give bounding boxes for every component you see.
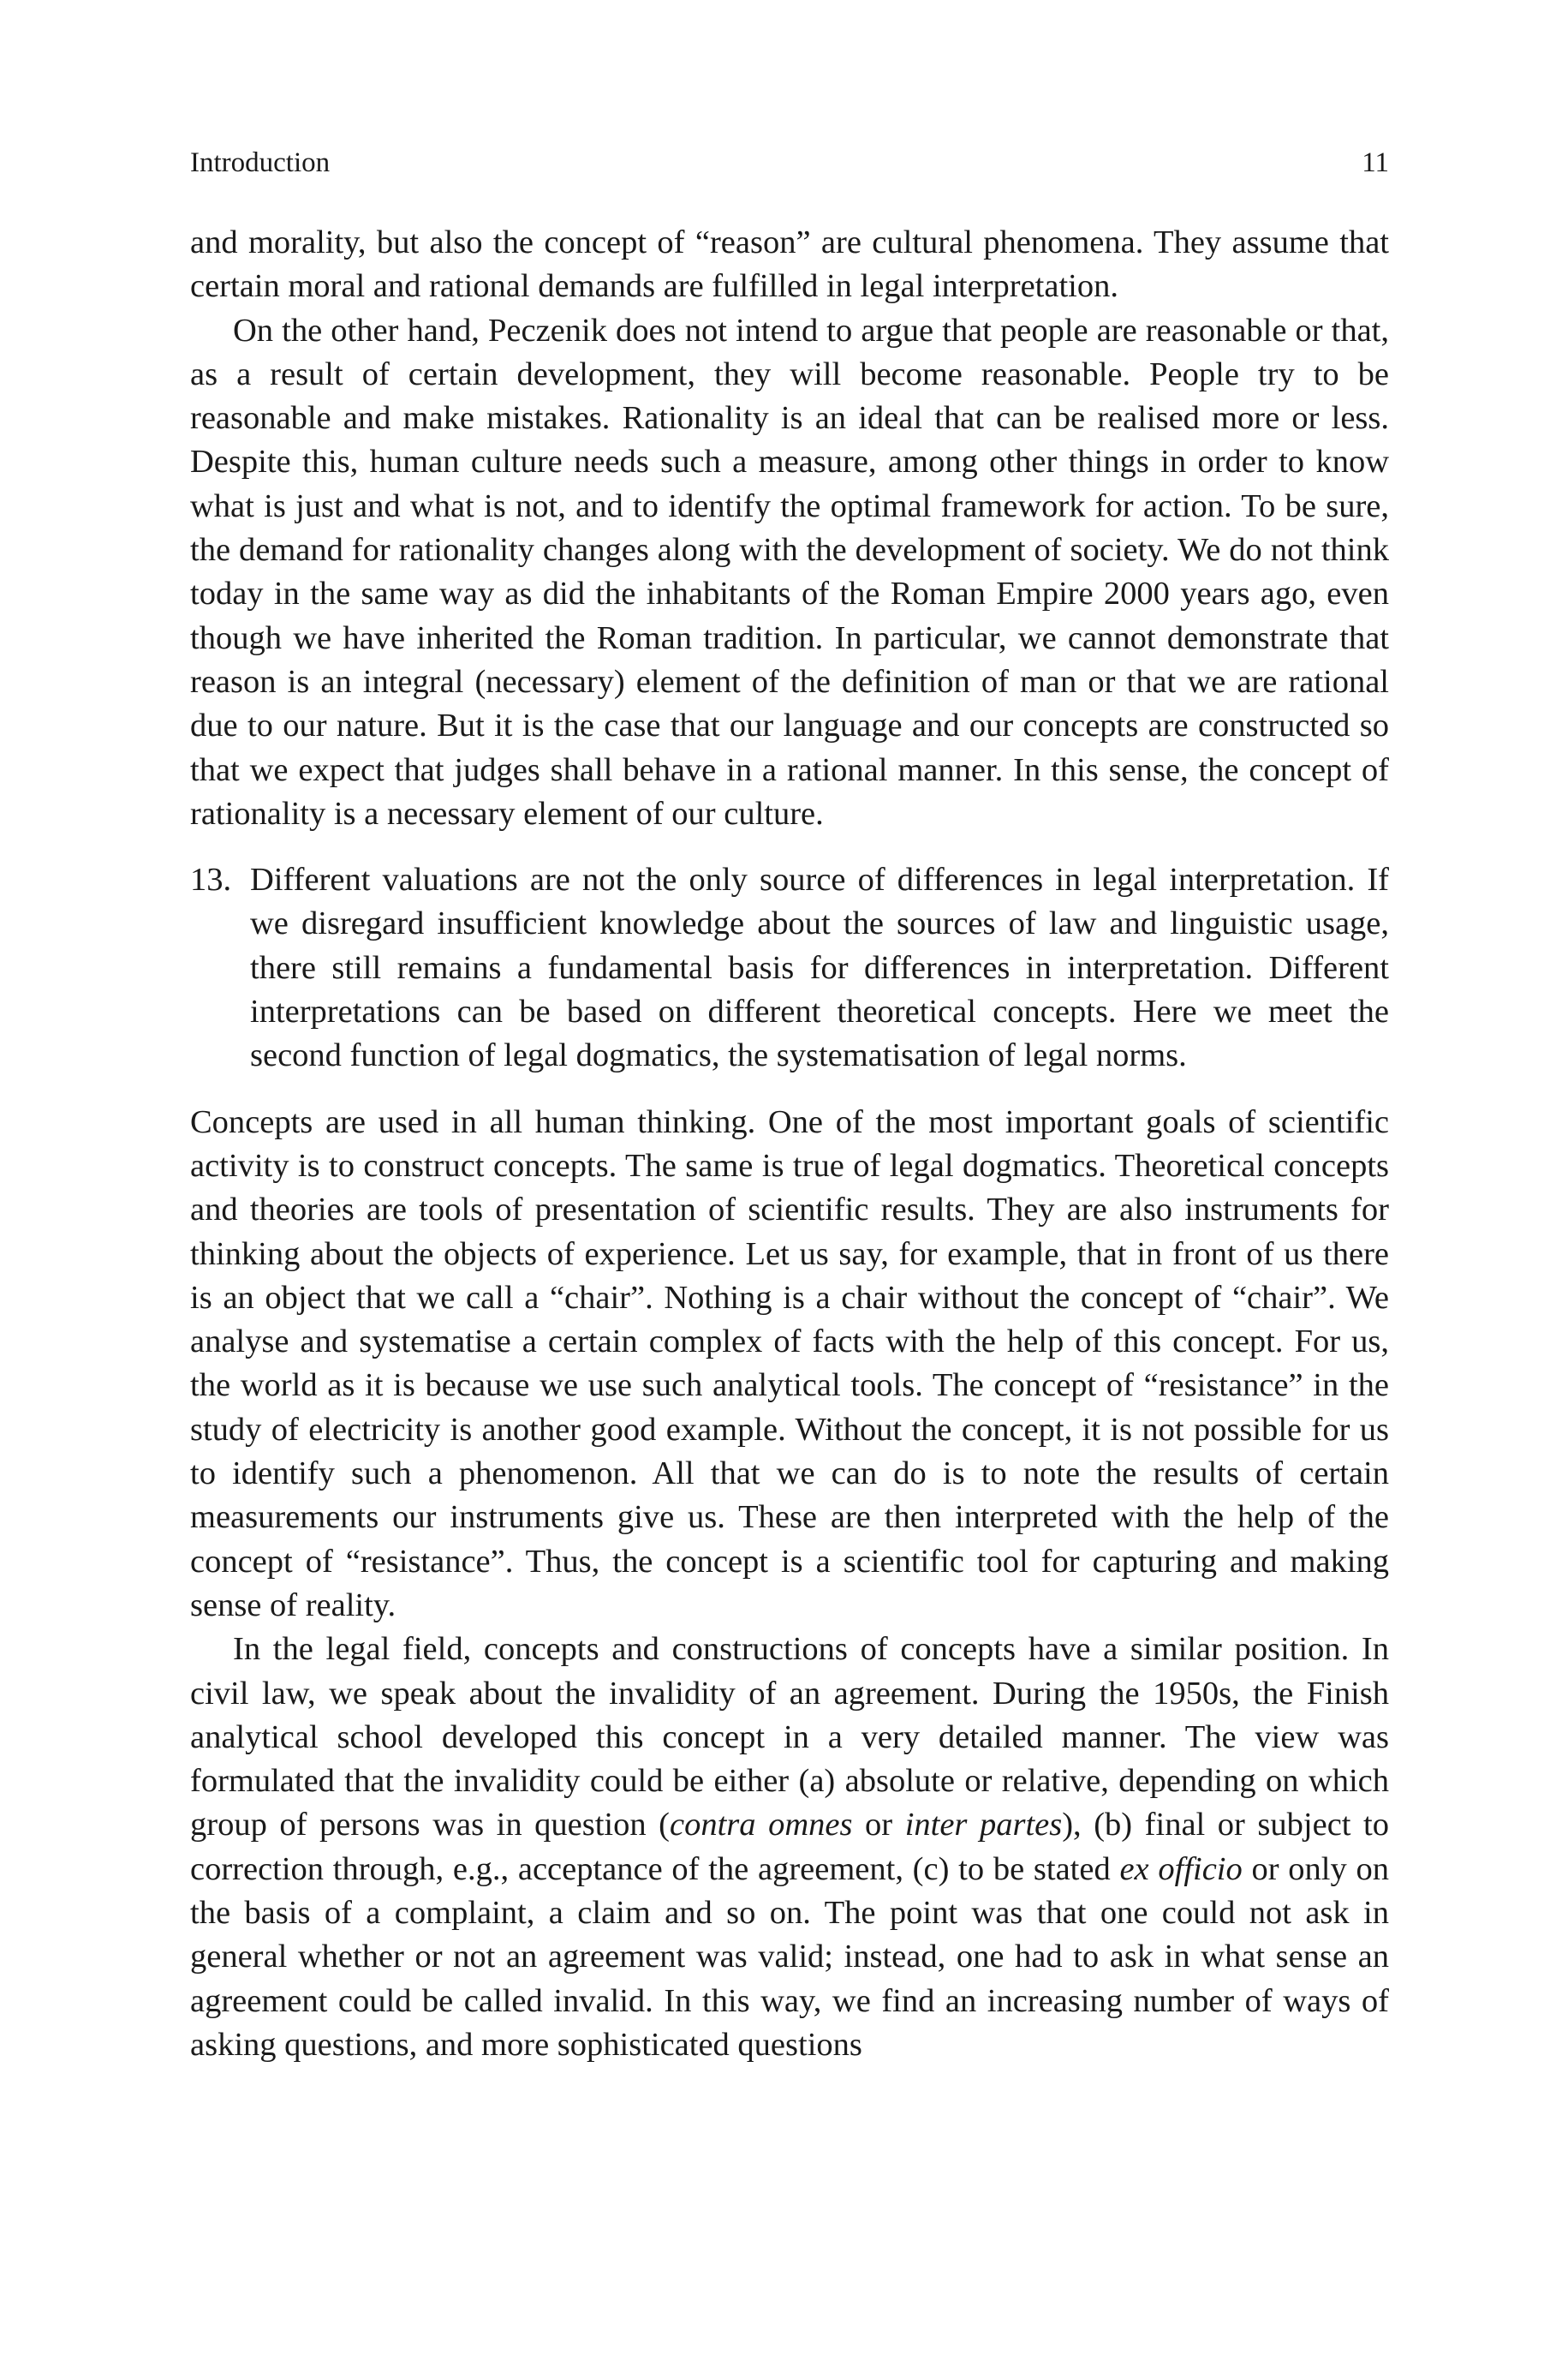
- paragraph-peczenik: On the other hand, Peczenik does not intend to argue that people are reasonable or that, as a result of certain development, they will become reasonable. People try to be reasonable and make mistakes. Rationality is an ideal that can be realised more or less. Despite this, human culture needs such a measure, among other things in order to know what is just and what is not, and to identify the optimal framework for action. To be sure, the demand for rationality changes along with the development of society. We do not think today in the same way as did the inhabitants of the Roman Empire 2000 years ago, even though we have inherited the Roman tradition. In particular, we cannot demonstrate that reason is an integral (necessary) element of the definition of man or that we are rational due to our nature. But it is the case that our language and our concepts are constructed so that we expect that judges shall behave in a rational manner. In this sense, the concept of rationality is a necessary element of our culture.: [190, 312, 1389, 832]
- legal-field-text-4: or only on the basis of a complaint, a claim and so on. The point was that one could not ask in general whether or not an agreement was valid; instead, one had to ask in what sense an agreement could be called invalid. In this way, we find an increasing number of ways of asking questions, and more sophisticated questions: [190, 1850, 1389, 2063]
- paragraph-concepts: Concepts are used in all human thinking. One of the most important goals of scientific activity is to construct concepts. The same is true of legal dogmatics. Theoretical concepts and theories are tools of presentation of scientific results. They are also instruments for thinking about the objects of experience. Let us say, for example, that in front of us there is an object that we call a “chair”. Nothing is a chair without the concept of “chair”. We analyse and systematise a certain complex of facts with the help of this concept. For us, the world as it is because we use such analytical tools. The concept of “resistance” in the study of electricity is another good example. Without the concept, it is not possible for us to identify such a phenomenon. All that we can do is to note the results of certain measurements our instruments give us. These are then interpreted with the help of the concept of “resistance”. Thus, the concept is a scientific tool for capturing and making sense of reality.: [190, 1103, 1389, 1623]
- legal-field-text-2: or: [852, 1807, 905, 1843]
- term-ex-officio: ex officio: [1119, 1850, 1243, 1887]
- section-13: [190, 858, 1389, 1078]
- legal-field-text-3: ), (b) final or subject to correction through, e.g., acceptance of the agreement, (c) to be stated: [190, 1807, 1389, 1887]
- section-13-number: 13.: [190, 862, 232, 899]
- paragraph-legal-field: [190, 1628, 1389, 2067]
- section-title: Introduction: [190, 147, 331, 178]
- running-head: [190, 144, 1389, 182]
- page-number: 11: [1362, 147, 1389, 178]
- body-text: [190, 221, 1389, 2067]
- paragraph-continuation: and morality, but also the concept of “reason” are cultural phenomena. They assume that certain moral and rational demands are fulfilled in legal interpretation.: [190, 224, 1389, 305]
- term-inter-partes: inter partes: [904, 1807, 1063, 1843]
- term-contra-omnes: contra omnes: [670, 1807, 853, 1843]
- section-13-text: Different valuations are not the only source of differences in legal interpretation. If we disregard insufficient knowledge about the sources of law and linguistic usage, there still remains a fundamental basis for differences in interpretation. Different interpretations can be based on different theoretical concepts. Here we meet the second function of legal dogmatics, the systematisation of legal norms.: [250, 862, 1389, 1074]
- legal-field-text-1: In the legal field, concepts and constructions of concepts have a similar position. In civil law, we speak about the invalidity of an agreement. During the 1950s, the Finish analytical school developed this concept in a very detailed manner. The view was formulated that the invalidity could be either (a) absolute or relative, depending on which group of persons was in question (: [190, 1631, 1389, 1843]
